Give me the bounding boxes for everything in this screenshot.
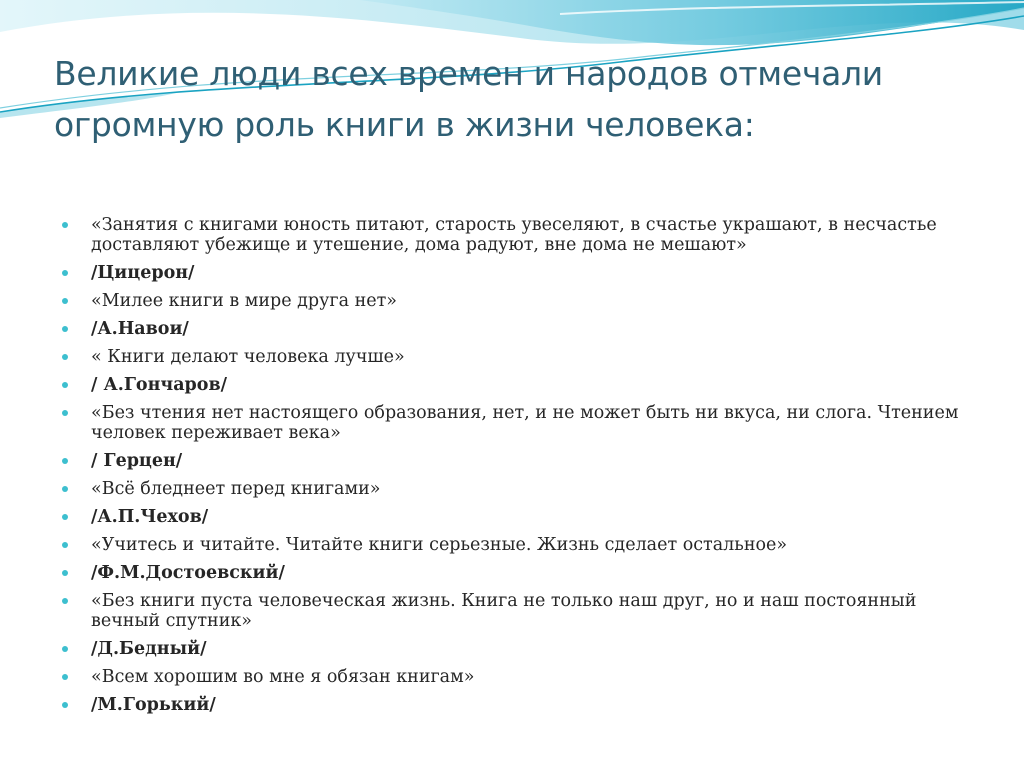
list-item-text: / Герцен/ [91, 451, 183, 471]
list-item-text: / А.Гончаров/ [91, 375, 228, 395]
quote-text [60, 403, 960, 443]
quote-author [60, 375, 960, 395]
slide-title: Великие люди всех времен и народов отмечали огромную роль книги в жизни человека: [54, 54, 883, 144]
list-item-text: «Милее книги в мире друга нет» [91, 291, 398, 311]
bullet-icon [62, 598, 68, 604]
bullet-icon [62, 222, 68, 228]
quote-author [60, 563, 960, 583]
bullet-icon [62, 514, 68, 520]
list-item-text: /А.П.Чехов/ [91, 507, 209, 527]
list-item-text: /А.Навои/ [91, 319, 189, 339]
quote-author [60, 695, 960, 715]
bullet-icon [62, 270, 68, 276]
quote-text [60, 667, 960, 687]
bullet-icon [62, 486, 68, 492]
bullet-icon [62, 354, 68, 360]
quote-list [60, 215, 960, 723]
bullet-icon [62, 298, 68, 304]
list-item-text: « Книги делают человека лучше» [91, 347, 405, 367]
list-item-text: «Занятия с книгами юность питают, старость увеселяют, в счастье украшают, в несчастье доставляют убежище и утешение, дома радуют, вне дома не мешают» [91, 215, 937, 255]
bullet-icon [62, 702, 68, 708]
quote-author [60, 639, 960, 659]
quote-text [60, 291, 960, 311]
bullet-icon [62, 674, 68, 680]
quote-text [60, 535, 960, 555]
list-item-text: /М.Горький/ [91, 695, 216, 715]
bullet-icon [62, 646, 68, 652]
list-item-text: /Д.Бедный/ [91, 639, 207, 659]
bullet-icon [62, 458, 68, 464]
quote-author [60, 263, 960, 283]
bullet-icon [62, 410, 68, 416]
quote-author [60, 319, 960, 339]
list-item-text: «Без книги пуста человеческая жизнь. Книга не только наш друг, но и наш постоянный вечный спутник» [91, 591, 917, 631]
bullet-icon [62, 382, 68, 388]
list-item-text: «Учитесь и читайте. Читайте книги серьезные. Жизнь сделает остальное» [91, 535, 788, 555]
list-item-text: /Ф.М.Достоевский/ [91, 563, 285, 583]
quote-author [60, 451, 960, 471]
quote-text [60, 215, 960, 255]
bullet-icon [62, 570, 68, 576]
quote-text [60, 347, 960, 367]
quote-text [60, 479, 960, 499]
list-item-text: /Цицерон/ [91, 263, 195, 283]
quote-text [60, 591, 960, 631]
list-item-text: «Без чтения нет настоящего образования, нет, и не может быть ни вкуса, ни слога. Чтением человек переживает века» [91, 403, 959, 443]
quote-author [60, 507, 960, 527]
bullet-icon [62, 326, 68, 332]
list-item-text: «Всем хорошим во мне я обязан книгам» [91, 667, 475, 687]
bullet-icon [62, 542, 68, 548]
list-item-text: «Всё бледнеет перед книгами» [91, 479, 381, 499]
